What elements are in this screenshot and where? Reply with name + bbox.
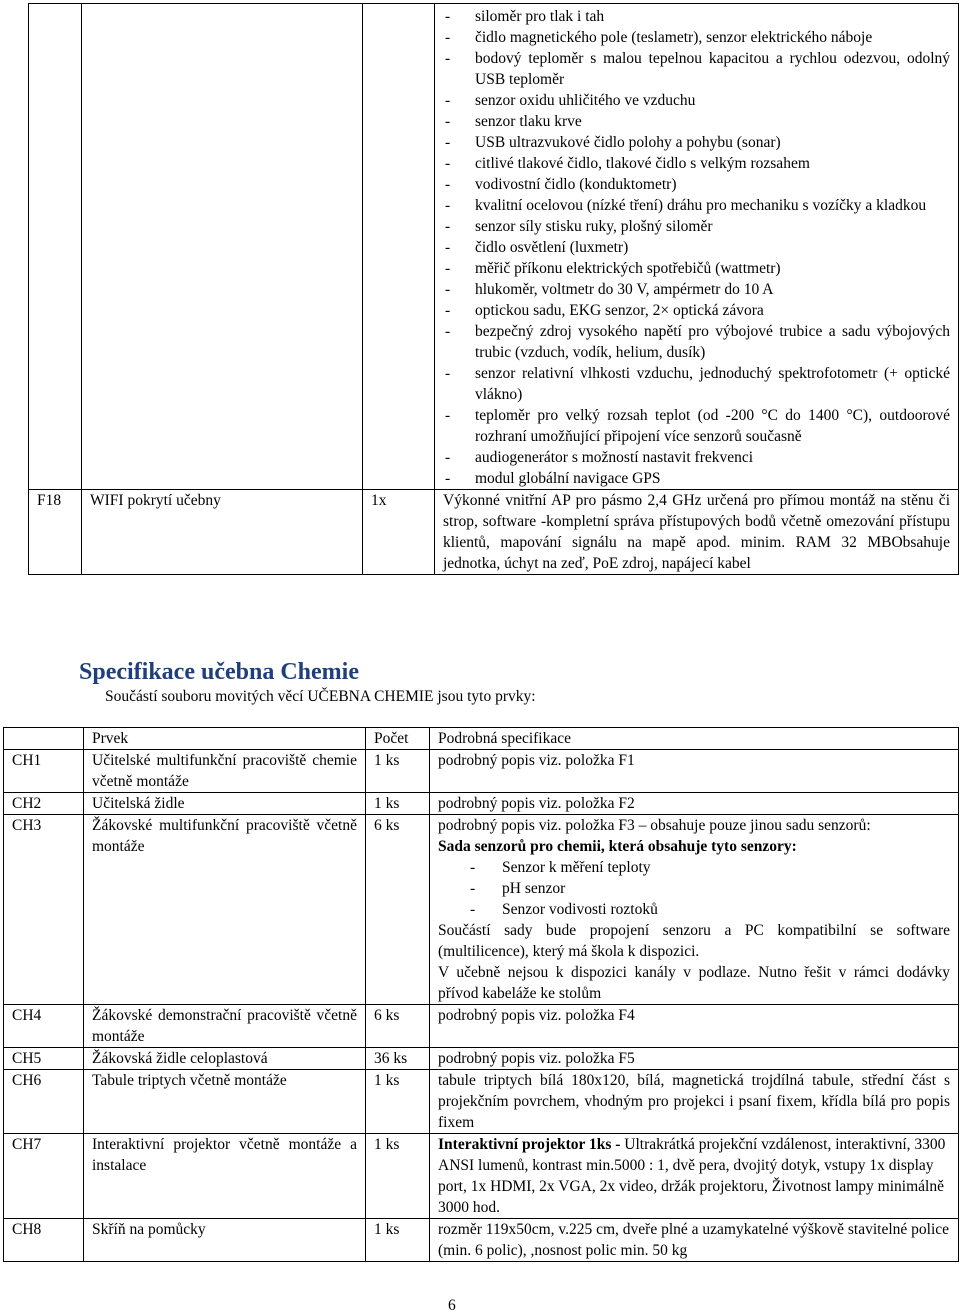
- table-row-ch8: [4, 1219, 959, 1262]
- list-item: - hlukoměr, voltmetr do 30 V, ampérmetr do 10 A: [443, 279, 950, 300]
- item-qty: 1x: [363, 490, 435, 575]
- item-name: WIFI pokrytí učebny: [82, 490, 363, 575]
- item-code: CH7: [4, 1134, 84, 1219]
- item-code: CH6: [4, 1070, 84, 1134]
- item-code: CH1: [4, 750, 84, 793]
- item-name: Učitelská židle: [84, 793, 366, 815]
- table-row-ch3: [4, 815, 959, 1005]
- item-qty: 1 ks: [366, 1219, 430, 1262]
- item-spec: podrobný popis viz. položka F1: [430, 750, 959, 793]
- table-row-ch1: [4, 750, 959, 793]
- section-subtitle: Součástí souboru movitých věcí UČEBNA CHEMIE jsou tyto prvky:: [105, 688, 536, 705]
- item-name: Učitelské multifunkční pracoviště chemie včetně montáže: [84, 750, 366, 793]
- item-qty: 1 ks: [366, 793, 430, 815]
- item-qty: 1 ks: [366, 1070, 430, 1134]
- sensor-list: [438, 857, 950, 920]
- spec-cell: [435, 4, 959, 490]
- item-qty: 36 ks: [366, 1048, 430, 1070]
- list-item: - čidlo osvětlení (luxmetr): [443, 237, 950, 258]
- list-item: - měřič příkonu elektrických spotřebičů (wattmetr): [443, 258, 950, 279]
- list-item: - senzor relativní vlhkosti vzduchu, jednoduchý spektrofotometr (+ optické vlákno): [443, 363, 950, 405]
- item-code: CH4: [4, 1005, 84, 1048]
- list-item: - čidlo magnetického pole (teslametr), senzor elektrického náboje: [443, 27, 950, 48]
- list-item: - kvalitní ocelovou (nízké tření) dráhu pro mechaniku s vozíčky a kladkou: [443, 195, 950, 216]
- item-spec: tabule triptych bílá 180x120, bílá, magnetická trojdílná tabule, střední část s projekčním povrchem, vhodným pro projekci i psaní fixem, křídla bílá pro popis fixem: [430, 1070, 959, 1134]
- table-row-ch7: [4, 1134, 959, 1219]
- sensor-list: [443, 6, 950, 489]
- list-item: - Senzor vodivosti roztoků: [438, 899, 950, 920]
- list-item: - senzor tlaku krve: [443, 111, 950, 132]
- item-name: Skříň na pomůcky: [84, 1219, 366, 1262]
- list-item: - siloměr pro tlak i tah: [443, 6, 950, 27]
- list-item: - senzor oxidu uhličitého ve vzduchu: [443, 90, 950, 111]
- table-row-f18: [29, 490, 959, 575]
- item-name: Žákovské multifunkční pracoviště včetně montáže: [84, 815, 366, 1005]
- item-spec: podrobný popis viz. položka F4: [430, 1005, 959, 1048]
- chemistry-equipment-table: [3, 727, 959, 1262]
- list-item: - bezpečný zdroj vysokého napětí pro výbojové trubice a sadu výbojových trubic (vzduch, vodík, helium, dusík): [443, 321, 950, 363]
- header-item: Prvek: [84, 728, 366, 750]
- list-item: - USB ultrazvukové čidlo polohy a pohybu (sonar): [443, 132, 950, 153]
- list-item: - audiogenerátor s možností nastavit frekvenci: [443, 447, 950, 468]
- list-item: - teploměr pro velký rozsah teplot (od -200 °C do 1400 °C), outdoorové rozhraní umožňující připojení více senzorů současně: [443, 405, 950, 447]
- item-qty: 6 ks: [366, 1005, 430, 1048]
- spec-paragraph: V učebně nejsou k dispozici kanály v podlaze. Nutno řešit v rámci dodávky přívod kabeláže ke stolům: [438, 964, 950, 1002]
- list-item: - modul globální navigace GPS: [443, 468, 950, 489]
- item-spec: Výkonné vnitřní AP pro pásmo 2,4 GHz určená pro přímou montáž na stěnu či strop, software -kompletní správa přístupových bodů včetně omezování přístupu klientů, mapování signálu na mapě apod. minim. RAM 32 MBObsahuje jednotka, úchyt na zeď, PoE zdroj, napájecí kabel: [435, 490, 959, 575]
- header-spec: Podrobná specifikace: [430, 728, 959, 750]
- item-qty: 1 ks: [366, 750, 430, 793]
- spec-bold-line: Sada senzorů pro chemii, která obsahuje tyto senzory:: [438, 838, 797, 855]
- spec-intro: podrobný popis viz. položka F3 – obsahuje pouze jinou sadu senzorů:: [438, 817, 871, 834]
- table-row-ch5: [4, 1048, 959, 1070]
- item-code: F18: [29, 490, 82, 575]
- list-item: - pH senzor: [438, 878, 950, 899]
- list-item: - optickou sadu, EKG senzor, 2× optická závora: [443, 300, 950, 321]
- spec-text: Ultrakrátká projekční vzdálenost, interaktivní, 3300 ANSI lumenů, kontrast min.5000 : 1, dvě pera, dvojitý dotyk, vstupy 1x display port, 1x HDMI, 2x VGA, 2x video, držák projektoru, Životnost lampy minimálně 3000 hod.: [438, 1136, 946, 1216]
- item-code: CH2: [4, 793, 84, 815]
- list-item: - vodivostní čidlo (konduktometr): [443, 174, 950, 195]
- list-item: - Senzor k měření teploty: [438, 857, 950, 878]
- item-qty: 1 ks: [366, 1134, 430, 1219]
- item-spec: rozměr 119x50cm, v.225 cm, dveře plné a uzamykatelné výškově stavitelné police (min. 6 polic), ,nosnost polic min. 50 kg: [430, 1219, 959, 1262]
- item-spec: [430, 1134, 959, 1219]
- list-item: - citlivé tlakové čidlo, tlakové čidlo s velkým rozsahem: [443, 153, 950, 174]
- item-name: Tabule triptych včetně montáže: [84, 1070, 366, 1134]
- item-name: Interaktivní projektor včetně montáže a instalace: [84, 1134, 366, 1219]
- header-qty: Počet: [366, 728, 430, 750]
- item-spec: podrobný popis viz. položka F5: [430, 1048, 959, 1070]
- table-row-ch4: [4, 1005, 959, 1048]
- item-name: Žákovská židle celoplastová: [84, 1048, 366, 1070]
- spec-bold-lead: Interaktivní projektor 1ks -: [438, 1136, 621, 1153]
- table-row-ch2: [4, 793, 959, 815]
- spec-paragraph: Součástí sady bude propojení senzoru a PC kompatibilní se software (multilicence), který má škola k dispozici.: [438, 922, 950, 960]
- item-name: Žákovské demonstrační pracoviště včetně montáže: [84, 1005, 366, 1048]
- item-spec: podrobný popis viz. položka F2: [430, 793, 959, 815]
- item-code: CH5: [4, 1048, 84, 1070]
- table-row-ch6: [4, 1070, 959, 1134]
- section-title: Specifikace učebna Chemie: [79, 659, 359, 685]
- item-code: CH8: [4, 1219, 84, 1262]
- list-item: - senzor síly stisku ruky, plošný siloměr: [443, 216, 950, 237]
- equipment-table-continued: [28, 3, 959, 575]
- table-row: [29, 4, 959, 490]
- list-item: - bodový teploměr s malou tepelnou kapacitou a rychlou odezvou, odolný USB teploměr: [443, 48, 950, 90]
- table-header-row: [4, 728, 959, 750]
- item-code: CH3: [4, 815, 84, 1005]
- item-spec: [430, 815, 959, 1005]
- page-number: 6: [448, 1297, 456, 1314]
- item-qty: 6 ks: [366, 815, 430, 1005]
